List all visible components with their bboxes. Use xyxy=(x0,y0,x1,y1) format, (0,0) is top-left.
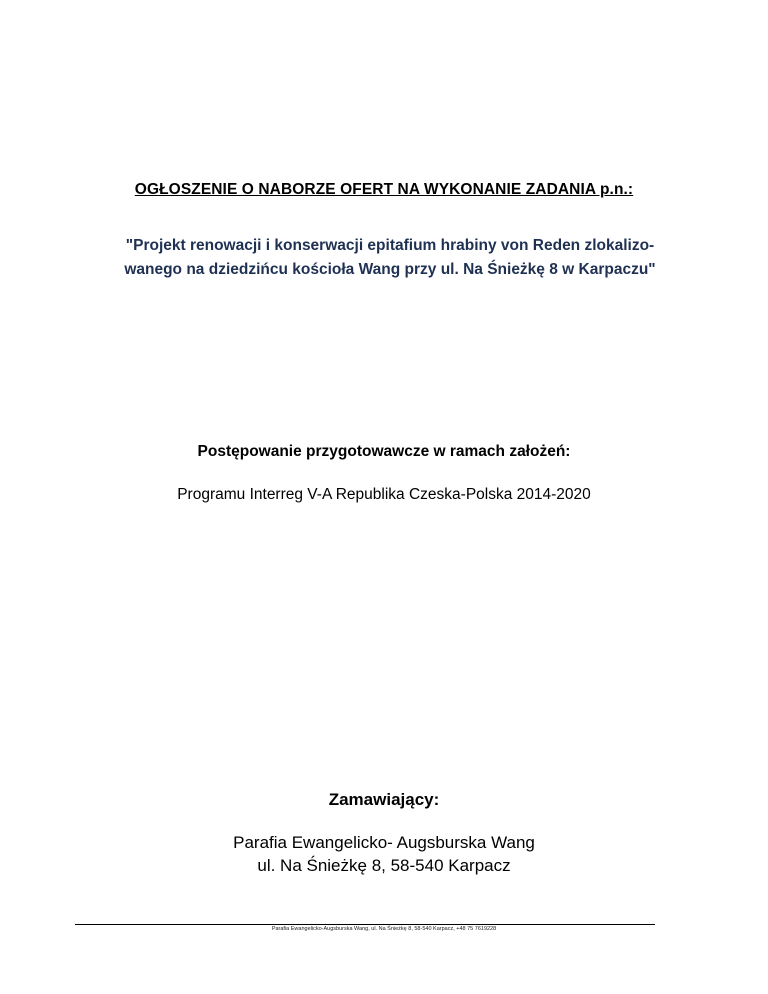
programme-text: Programu Interreg V-A Republika Czeska-Polska 2014-2020 xyxy=(177,486,591,503)
project-title xyxy=(70,234,710,282)
project-title-line-1: "Projekt renowacji i konserwacji epitafium hrabiny von Reden zlokalizo- xyxy=(125,237,655,254)
orderer-name: Parafia Ewangelicko- Augsburska Wang xyxy=(233,833,535,852)
footer-text: Parafia Ewangelicko-Augsburska Wang, ul. Na Śnieżkę 8, 58-540 Karpacz, +48 75 7619228 xyxy=(271,926,497,932)
procedure-label: Postępowanie przygotowawcze w ramach założeń: xyxy=(197,443,571,460)
announcement-heading: OGŁOSZENIE O NABORZE OFERT NA WYKONANIE ZADANIA p.n.: xyxy=(134,181,634,198)
project-title-line-2: wanego na dziedzińcu kościoła Wang przy ul. Na Śnieżkę 8 w Karpaczu" xyxy=(124,261,656,278)
footer-divider xyxy=(75,924,655,925)
orderer-label: Zamawiający: xyxy=(328,790,440,809)
orderer-address: ul. Na Śnieżkę 8, 58-540 Karpacz xyxy=(257,856,511,875)
